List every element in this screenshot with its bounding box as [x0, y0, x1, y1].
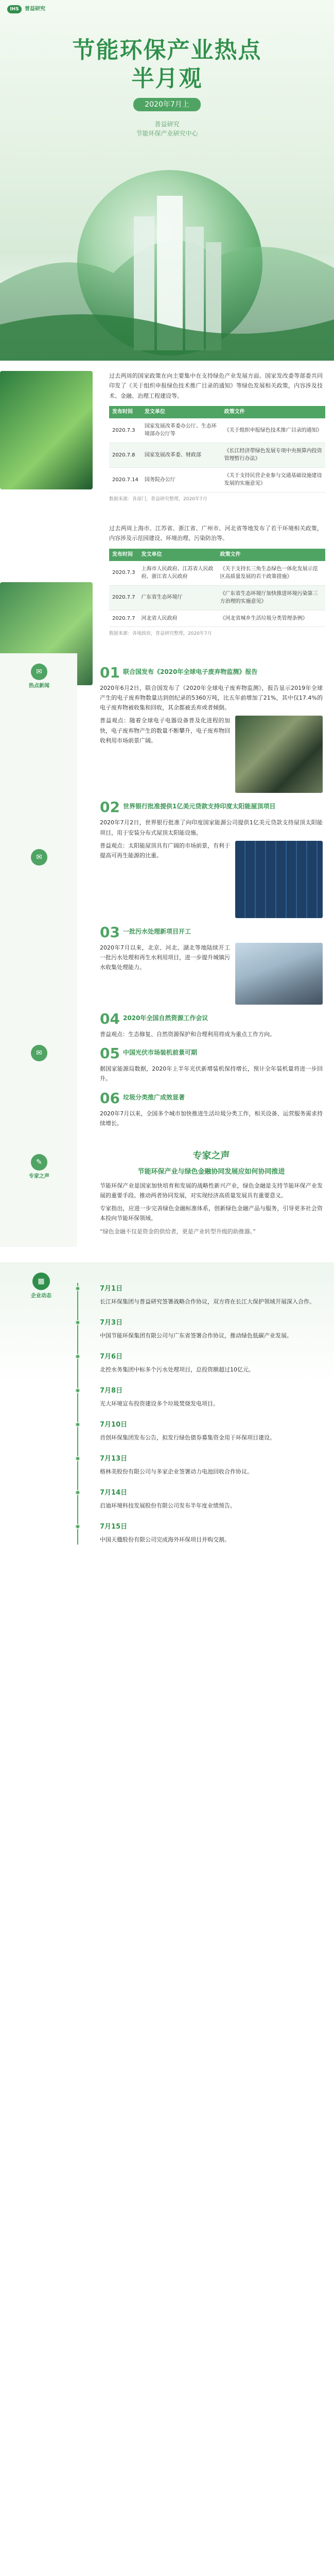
timeline-text: 光大环境宣布投资建设多个垃圾焚烧发电项目。: [100, 1400, 219, 1407]
column-header-doc: 政策文件: [217, 549, 325, 561]
news-icon: ✉: [31, 664, 47, 680]
timeline-dot-icon: [75, 1456, 80, 1461]
plant-photo: [235, 943, 323, 1005]
expert-label: 专家之声: [29, 1174, 49, 1180]
cell-date: 2020.7.8: [109, 443, 142, 467]
news-item-5-title[interactable]: 中国光伏市场装机前景可期: [122, 1049, 197, 1057]
timeline-dot-icon: [75, 1524, 80, 1529]
expert-subtitle: 节能环保产业与绿色金融协同发展应如何协同推进: [137, 1167, 285, 1176]
cell-doc: 《河北省城乡生活垃圾分类管理条例》: [217, 610, 325, 627]
intro-text: 过去两周的国家政策在向主要集中在支持绿色产业发展方面。国家发改委等部委共同印发了《关于组织申报绿色技术推广目录的通知》等绿色发展相关政策，内容涉及技术、金融、治理工程建设等。: [109, 372, 323, 399]
timeline-date: 7月13日: [100, 1455, 128, 1463]
news-item-6-title[interactable]: 垃圾分类推广成效显著: [122, 1093, 185, 1101]
leaf-illustration: [0, 371, 93, 489]
local-policy-table: [109, 549, 325, 628]
timeline-date: 7月15日: [100, 1523, 128, 1531]
timeline-item[interactable]: [100, 1488, 323, 1511]
timeline-dot-icon: [75, 1422, 80, 1427]
timeline-date: 7月8日: [100, 1387, 123, 1395]
timeline-date: 7月1日: [100, 1284, 123, 1293]
cell-doc: 《关于支持民营企业参与交通基础设施建设发展的实施意见》: [221, 467, 325, 492]
cell-date: 2020.7.7: [109, 610, 138, 627]
cell-dept: 广东省生态环境厅: [138, 585, 217, 610]
column-header-dept: 发文单位: [142, 406, 221, 418]
cell-date: 2020.7.3: [109, 418, 142, 443]
timeline-dot-icon: [75, 1354, 80, 1359]
news-icon-3: ✉: [31, 1045, 47, 1061]
timeline-item[interactable]: [100, 1284, 323, 1307]
table-row: [109, 443, 325, 467]
news-item-2-text: 2020年7月2日，世界银行批准了向印度国家能源公司提供1亿美元贷款支持屋顶太阳能项目，用于安装分布式屋顶太阳能设施。: [100, 819, 323, 836]
news-sidebar: [0, 653, 77, 1139]
timeline-text: 中国天楹股份有限公司完成海外环保项目并购交割。: [100, 1536, 230, 1543]
table-row: [109, 418, 325, 443]
news-item-1-opinion: 普益观点：随着全球电子电器设备普及化进程的加快，电子废弃物产生的数量不断攀升，电子废弃物回收利用市场前景广阔。: [100, 717, 230, 744]
hot-news-section: [0, 653, 334, 1139]
news-number-icon: 05: [100, 1045, 120, 1062]
cell-dept: 河北省人民政府: [138, 610, 217, 627]
table-source-note: 数据来源：各部门，普益研究整理，2020年7月: [109, 496, 207, 502]
news-item-2-head: [100, 800, 323, 815]
cell-doc: 《广东省生态环境厅加快推进环境污染第三方治理的实施意见》: [217, 585, 325, 610]
news-item-6-head: [100, 1091, 323, 1106]
building-icon: ▦: [32, 1273, 50, 1290]
timeline-text: 长江环保集团与普益研究签署战略合作协议，双方将在长江大保护领域开展深入合作。: [100, 1298, 315, 1305]
intro-text-2: 过去两周上海市、江苏省、浙江省、广州市、河北省等地发布了若干环境相关政策，内容涉及示范园建设、环境治理、污染防治等。: [109, 525, 323, 542]
policy-section: [0, 361, 334, 638]
table-row: [109, 467, 325, 492]
timeline-item[interactable]: [100, 1454, 323, 1477]
timeline-date: 7月6日: [100, 1352, 123, 1361]
brand-logo[interactable]: [7, 5, 45, 13]
timeline-text: 启迪环境科技发展股份有限公司发布半年度业绩预告。: [100, 1502, 236, 1509]
news-item-4-head: [100, 1012, 323, 1026]
table-row: [109, 561, 325, 586]
timeline-item[interactable]: [100, 1420, 323, 1443]
timeline-sidebar: [15, 1273, 67, 1300]
column-header-date: 发布时间: [109, 549, 138, 561]
cell-dept: 国家发展改革委、财政部: [142, 443, 221, 467]
timeline-item[interactable]: [100, 1352, 323, 1375]
timeline-text: 格林美股份有限公司与多家企业签署动力电池回收合作协议。: [100, 1468, 253, 1475]
title-line-1: 节能环保产业热点: [72, 37, 262, 63]
footer-space: [0, 1565, 334, 1586]
cell-doc: 《关于组织申报绿色技术推广目录的通知》: [221, 418, 325, 443]
timeline-date: 7月3日: [100, 1318, 123, 1327]
timeline-label: 企业动态: [31, 1293, 51, 1299]
timeline-text: 北控水务集团中标多个污水处理项目，总投资额超过10亿元。: [100, 1366, 254, 1373]
table-row: [109, 610, 325, 627]
expert-paragraph-2: 专家指出，应进一步完善绿色金融标准体系，创新绿色金融产品与服务，引导更多社会资本投向节能环保领域。: [100, 1205, 323, 1222]
news-item-2-title[interactable]: 世界银行批准提供1亿美元贷款支持印度太阳能屋顶项目: [122, 803, 276, 810]
news-label: 热点新闻: [29, 683, 49, 689]
timeline-dot-icon: [75, 1490, 80, 1495]
news-number-icon: 04: [100, 1010, 120, 1027]
e-waste-photo: [235, 716, 323, 793]
cell-date: 2020.7.7: [109, 585, 138, 610]
producer: [0, 120, 334, 138]
city-skyline-illustration: [0, 155, 334, 361]
news-item-4-text: 普益观点：生态修复、自然资源保护和合理利用将成为重点工作方向。: [100, 1030, 275, 1038]
news-item-1-text: 2020年6月2日，联合国发布了《2020年全球电子废弃物监测》，报告显示2019年全球产生的电子废弃物数量达到创纪录的5360万吨，比五年前增加了21%，其中仅17.4%的电子废弃物被收集和回收，其余都被丢弃或者倾倒。: [100, 684, 323, 711]
news-item-2-body: [100, 841, 323, 918]
table-row: [109, 585, 325, 610]
news-item-2-opinion: 普益观点：太阳能屋顶具有广阔的市场前景，有利于提高可再生能源的比重。: [100, 842, 230, 859]
expert-heading: [100, 1149, 323, 1164]
news-item-5-head: [100, 1046, 323, 1061]
issue-date: [0, 98, 334, 111]
news-item-1-title[interactable]: 联合国发布《2020年全球电子废弃物监测》报告: [122, 668, 258, 675]
news-item-5-text: 据国家能源局数据，2020年上半年光伏新增装机保持增长，预计全年装机量将进一步回升。: [100, 1065, 323, 1082]
timeline-dot-icon: [75, 1320, 80, 1325]
timeline-dot-icon: [75, 1388, 80, 1393]
cell-dept: 国家发展改革委办公厅、生态环境部办公厅等: [142, 418, 221, 443]
issue-date-badge: 2020年7月上: [133, 98, 201, 111]
timeline-dot-icon: [75, 1286, 80, 1291]
expert-paragraph-1: 节能环保产业是国家加快培育和发展的战略性新兴产业，绿色金融是支持节能环保产业发展的重要手段。推动两者协同发展，对实现经济高质量发展具有重要意义。: [100, 1182, 323, 1199]
news-number-icon: 01: [100, 664, 120, 681]
column-header-doc: 政策文件: [221, 406, 325, 418]
news-number-icon: 03: [100, 923, 120, 941]
timeline-item[interactable]: [100, 1522, 323, 1545]
news-number-icon: 06: [100, 1089, 120, 1107]
hero-banner: [0, 0, 334, 361]
news-item-4-title[interactable]: 2020年全国自然资源工作会议: [122, 1014, 208, 1022]
logo-text: 普益研究: [25, 6, 45, 12]
cell-date: 2020.7.3: [109, 561, 138, 586]
timeline-item[interactable]: [100, 1318, 323, 1341]
column-header-date: 发布时间: [109, 406, 142, 418]
cell-date: 2020.7.14: [109, 467, 142, 492]
cell-dept: 国务院办公厅: [142, 467, 221, 492]
title-line-2: 半月观: [131, 65, 203, 92]
table-source-note-2: 数据来源：各地政府，普益研究整理，2020年7月: [109, 631, 212, 637]
news-item-1-head: [100, 666, 323, 680]
cell-doc: 《长江经济带绿色发展专项中央预算内投资管理暂行办法》: [221, 443, 325, 467]
news-item-3-head: [100, 925, 323, 940]
table-header-row: [109, 549, 325, 561]
column-header-dept: 发文单位: [138, 549, 217, 561]
news-item-6-text: 2020年7月以来，全国多个城市加快推进生活垃圾分类工作，相关设备、运营服务需求持续增长。: [100, 1110, 323, 1127]
producer-line-2: 节能环保产业研究中心: [136, 130, 198, 137]
cell-doc: 《关于支持长三角生态绿色一体化发展示范区高质量发展的若干政策措施》: [217, 561, 325, 586]
producer-line-1: 普益研究: [154, 121, 180, 128]
expert-sidebar: [0, 1139, 77, 1247]
news-number-icon: 02: [100, 799, 120, 816]
news-item-3-title[interactable]: 一批污水处理新项目开工: [122, 927, 191, 935]
expert-section: [0, 1139, 334, 1247]
cell-dept: 上海市人民政府、江苏省人民政府、浙江省人民政府: [138, 561, 217, 586]
expert-icon: ✎: [31, 1154, 47, 1171]
timeline-date: 7月10日: [100, 1421, 128, 1429]
national-policy-table: [109, 406, 325, 493]
timeline-text: 首创环保集团发布公告，拟发行绿色债券募集资金用于环保项目建设。: [100, 1434, 275, 1441]
timeline-text: 中国节能环保集团有限公司与广东省签署合作协议，推动绿色低碳产业发展。: [100, 1332, 292, 1339]
expert-heading-text: 专家之声: [192, 1150, 230, 1162]
logo-mark-icon: IHS: [7, 5, 22, 13]
news-item-3-body: [100, 943, 323, 1005]
solar-roof-photo: [235, 841, 323, 918]
table-header-row: [109, 406, 325, 418]
company-timeline: [0, 1262, 334, 1565]
expert-quote: “绿色金融不仅是资金的供给者，更是产业转型升级的助推器。”: [100, 1228, 256, 1235]
news-item-1-body: [100, 716, 323, 793]
timeline-item[interactable]: [100, 1386, 323, 1409]
timeline-date: 7月14日: [100, 1489, 128, 1497]
news-icon-2: ✉: [31, 849, 47, 866]
news-item-3-text: 2020年7月以来，北京、河北、湖北等地陆续开工一批污水处理和再生水利用项目，进一步提升城镇污水收集处理能力。: [100, 944, 230, 971]
page-title: [0, 36, 334, 93]
